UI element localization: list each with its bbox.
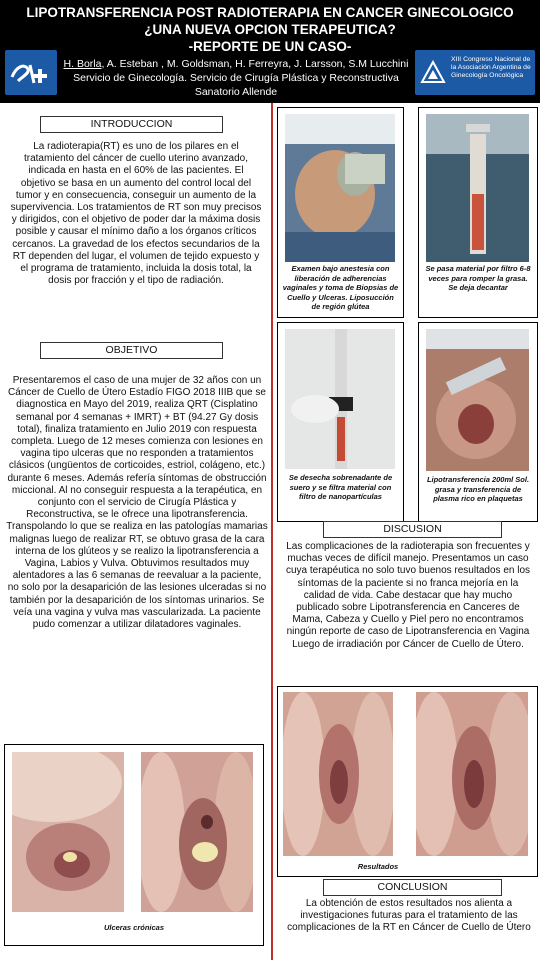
nanoparticle-filter-photo <box>285 329 395 469</box>
poster-title <box>0 4 540 55</box>
photo-caption-2: Se pasa material por filtro 6-8 veces para romper la grasa. Se deja decantar <box>425 264 531 292</box>
congress-logo-text: XIII Congreso Nacional de la Asociación Argentina de Ginecología Oncológica <box>451 56 531 79</box>
ulceras-photo-panel <box>4 744 264 946</box>
photo-caption-4: Lipotransferencia 200ml Sol. grasa y transferencia de plasma rico en plaquetas <box>426 475 530 503</box>
poster-header <box>0 0 540 103</box>
co-authors: , A. Esteban , M. Goldsman, H. Ferreyra, J. Larsson, S.M Lucchini <box>101 58 409 70</box>
title-line-2: ¿UNA NUEVA OPCION TERAPEUTICA? <box>144 22 396 37</box>
discusion-text: Las complicaciones de la radioterapia son frecuentes y muchas veces de difícil manejo. Presentamos un caso cuya terapéutica no solo tuvo buenos resultados en los síntomas de la paciente si no franca mejoría en la calidad de vida. Cabe destacar que hay mucho publicado sobre Lipotransferencia en Canceres de Mama, Cabeza y Cuello y Piel pero no encontramos ningún reporte de caso de Lipotransferencia en Vagina Luego de irradiación por Cáncer de Cuello de Útero. <box>285 541 531 650</box>
objetivo-heading: OBJETIVO <box>40 342 223 359</box>
ulceras-photo-2 <box>141 752 253 912</box>
ulceras-photo-1 <box>12 752 124 912</box>
resultados-photo-1 <box>283 692 393 856</box>
photo-caption-1: Examen bajo anestesia con liberación de adherencias vaginales y toma de Biopsias de Cuello y Ulceras. Liposucción de región glútea <box>282 264 399 311</box>
title-line-3: -REPORTE DE UN CASO- <box>188 39 352 54</box>
title-line-1: LIPOTRANSFERENCIA POST RADIOTERAPIA EN CANCER GINECOLOGICO <box>26 5 514 20</box>
affiliation: Servicio de Ginecología. Servicio de Cirugía Plástica y Reconstructiva <box>73 72 399 84</box>
conclusion-heading: CONCLUSION <box>323 879 502 896</box>
introduccion-heading: INTRODUCCION <box>40 116 223 133</box>
resultados-photo-panel <box>277 686 538 877</box>
photo-card-2 <box>418 107 538 318</box>
photo-card-4 <box>418 322 538 522</box>
conclusion-text: La obtención de estos resultados nos alienta a investigaciones futuras para el tratamiento de las complicaciones de la RT en Cáncer de Cuello de Útero <box>287 898 531 934</box>
photo-card-1 <box>277 107 404 318</box>
authors-block <box>60 57 412 99</box>
resultados-photo-2 <box>416 692 528 856</box>
sanatorio-logo <box>5 50 57 95</box>
column-divider <box>271 103 273 960</box>
congress-logo <box>415 50 535 95</box>
introduccion-text: La radioterapia(RT) es uno de los pilares en el tratamiento del cáncer de cuello uterino avanzado, indicada en hasta en el 60% de las pacientes. El objetivo se basa en un aumento del control local del tumor y en consecuencia, conseguir un aumento de la supervivencia. Los tratamientos de RT son muy precisos y dirigidos, con el objetivo de poder dar la máxima dosis posible y causar el mínimo daño a los órganos críticos cercanos. La gravedad de los efectos secundarios de la RT dependen del lugar, el volumen de tejido expuesto y el programa de tratamiento, incluida la dosis total, la dosis por fracción y el tipo de radiación. <box>10 141 262 287</box>
resultados-caption: Resultados <box>357 862 399 871</box>
lead-author: H. Borla <box>63 58 102 70</box>
lipotransfer-photo <box>426 329 529 471</box>
institution: Sanatorio Allende <box>194 86 278 98</box>
ulceras-caption: Ulceras crónicas <box>103 923 165 932</box>
objetivo-text: Presentaremos el caso de una mujer de 32 años con un Cáncer de Cuello de Útero Estadío FIGO 2018 IIIB que se diagnostica en Mayo del 2019, realiza QRT (Cisplatino semanal por 4 semanas + IMRT) + BT (94.27 Gy dosis total), finaliza tratamiento en Julio 2019 con respuesta completa. Luego de 12 meses comienza con lesiones en vagina tipo ulceras que no responden a tratamientos clásicos (ungüentos de corticoides, estriol, colágeno, etc.) durante 6 meses. Además refería síntomas de obstrucción miccional. Al no conseguir respuesta a la terapéutica, en conjunto con el servicio de Cirugía Plástica y Reconstructiva, se le ofrece una lipotransferencia. Transpolando lo que se realiza en las patologías mamarias malignas luego de realizar RT, se obtuvo grasa de la cara interna de los glúteos y se realizo la lipotransferencia a Vagina, Labios y Vulva. Obtuvimos resultados muy alentadores a las 6 semanas de reevaluar a la paciente, no solo por la desaparición de las lesiones ulceradas si no también por la desaparición de los síntomas urinarios. Se veía una vagina y vulva mas vascularizada. La paciente pudo comenzar a utilizar dilatadores vaginales. <box>6 375 268 631</box>
photo-caption-3: Se desecha sobrenadante de suero y se filtra material con filtro de nanopartículas <box>288 473 393 501</box>
photo-card-3 <box>277 322 404 522</box>
anesthesia-exam-photo <box>285 114 395 262</box>
discusion-heading: DISCUSION <box>323 521 502 538</box>
syringe-filter-photo <box>426 114 529 262</box>
congress-emblem-icon <box>420 60 446 84</box>
